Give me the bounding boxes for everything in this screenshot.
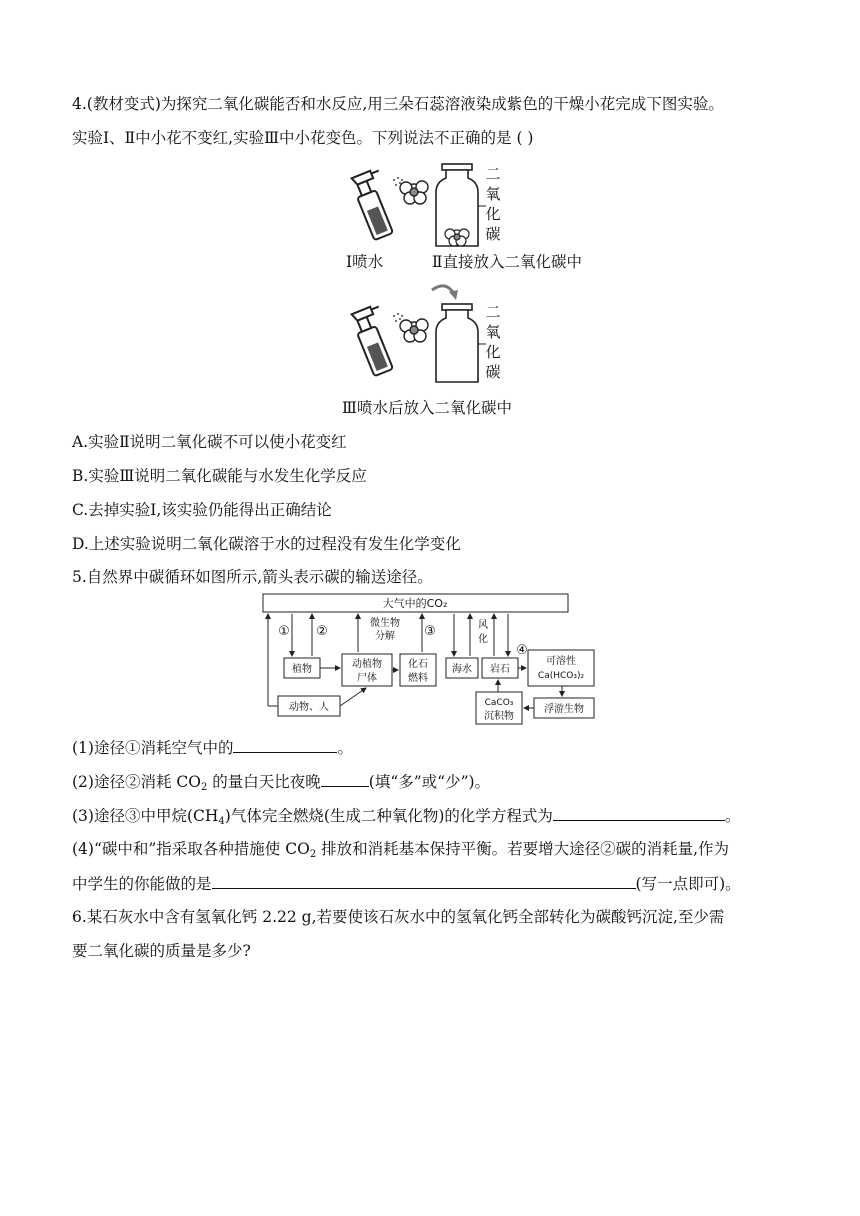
- q5-sub4-text: (4)“碳中和”指采取各种措施使 CO: [72, 840, 310, 858]
- jar-label-char: 二: [485, 165, 501, 183]
- sea-water-label: 海水: [452, 664, 472, 675]
- carbon-cycle-diagram: [258, 590, 598, 728]
- q5-sub1-end: 。: [337, 739, 353, 757]
- q4-stem-line2: 实验Ⅰ、Ⅱ中小花不变红,实验Ⅲ中小花变色。下列说法不正确的是 ( ): [72, 129, 534, 147]
- jar-label-char: 碳: [485, 225, 501, 243]
- gas-jar-icon: [436, 304, 478, 382]
- q5-sub4-mid: 排放和消耗基本保持平衡。若要增大途径②碳的消耗量,作为: [316, 840, 730, 858]
- soluble-label-line1: 可溶性: [546, 656, 576, 667]
- spray-bottle-icon: [350, 304, 402, 376]
- flower-icon: [400, 319, 428, 342]
- jar-label-char: 氧: [485, 323, 501, 341]
- flower-icon: [400, 181, 428, 204]
- q4-option-a: A.实验Ⅱ说明二氧化碳不可以使小花变红: [72, 433, 347, 451]
- q5-sub1: [72, 737, 353, 758]
- subscript: 2: [200, 782, 208, 793]
- fossil-label-line2: 燃料: [408, 673, 428, 684]
- route-3-label: ③: [424, 624, 436, 639]
- sediment-label-line2: 沉积物: [484, 711, 514, 722]
- q5-sub3-text: (3)途径③中甲烷(CH: [72, 807, 219, 825]
- q5-sub3: [72, 805, 740, 826]
- answer-blank-2[interactable]: [321, 771, 369, 787]
- remains-label-line1: 动植物: [352, 659, 382, 670]
- spray-bottle-icon: [350, 168, 402, 240]
- soluble-label-line2: Ca(HCO₃)₂: [537, 671, 585, 681]
- weathering-label-line1: 风: [478, 620, 488, 631]
- route-2-label: ②: [316, 624, 328, 639]
- answer-blank-1[interactable]: [233, 737, 337, 753]
- atmosphere-co2-label: 大气中的CO₂: [382, 597, 448, 610]
- caption-experiment-1: Ⅰ喷水: [346, 253, 384, 271]
- q5-sub4-line1: [72, 839, 729, 859]
- q5-sub2-end: (填“多”或“少”)。: [368, 773, 491, 791]
- fossil-label-line1: 化石: [408, 659, 428, 670]
- microbe-label-line2: 分解: [375, 631, 395, 642]
- subscript: 2: [309, 849, 317, 860]
- q5-sub2-mid: 的量白天比夜晚: [207, 773, 321, 791]
- q5-stem: 5.自然界中碳循环如图所示,箭头表示碳的输送途径。: [72, 568, 433, 586]
- q5-sub3-end: 。: [724, 807, 741, 825]
- route-4-label: ④: [516, 643, 528, 658]
- q5-sub3-mid: )气体完全燃烧(生成二种氧化物)的化学方程式为: [224, 807, 553, 825]
- q6-stem-line2: 要二氧化碳的质量是多少?: [72, 942, 251, 960]
- co2-label-column-2: [480, 302, 510, 382]
- caption-experiment-2: Ⅱ直接放入二氧化碳中: [432, 253, 583, 271]
- co2-label-column-1: [480, 164, 510, 244]
- q5-sub1-text: (1)途径①消耗空气中的: [72, 739, 234, 757]
- jar-label-char: 氧: [485, 185, 501, 203]
- remains-label-line2: 尸体: [357, 673, 377, 684]
- caption-experiment-3: Ⅲ喷水后放入二氧化碳中: [342, 399, 512, 417]
- q6-stem-line1: 6.某石灰水中含有氢氧化钙 2.22 g,若要使该石灰水中的氢氧化钙全部转化为碳酸钙沉淀,至少需: [72, 908, 725, 926]
- q4-stem-line1: 4.(教材变式)为探究二氧化碳能否和水反应,用三朵石蕊溶液染成紫色的干燥小花完成下图实验。: [72, 95, 724, 113]
- q5-sub2: [72, 771, 490, 792]
- jar-label-char: 化: [485, 343, 501, 361]
- plant-label: 植物: [292, 664, 312, 675]
- route-1-label: ①: [278, 624, 290, 639]
- rock-label: 岩石: [490, 664, 510, 675]
- weathering-label-line2: 化: [478, 634, 488, 645]
- q4-option-d: D.上述实验说明二氧化碳溶于水的过程没有发生化学变化: [72, 535, 461, 553]
- plankton-label: 浮游生物: [544, 704, 584, 715]
- microbe-label-line1: 微生物: [370, 618, 400, 629]
- sediment-label-line1: CaCO₃: [484, 698, 514, 708]
- jar-label-char: 碳: [485, 363, 501, 381]
- q5-sub4-line2-end: (写一点即可)。: [635, 875, 741, 893]
- q5-sub2-text: (2)途径②消耗 CO: [72, 773, 201, 791]
- subscript: 4: [218, 816, 225, 827]
- answer-blank-4[interactable]: [212, 873, 636, 889]
- q5-sub4-line2-text: 中学生的你能做的是: [72, 875, 212, 893]
- q5-sub4-line2: [72, 873, 741, 894]
- jar-label-char: 二: [485, 303, 501, 321]
- jar-label-char: 化: [485, 205, 501, 223]
- q4-option-c: C.去掉实验Ⅰ,该实验仍能得出正确结论: [72, 501, 332, 519]
- animals-label: 动物、人: [289, 702, 329, 713]
- q4-option-b: B.实验Ⅲ说明二氧化碳能与水发生化学反应: [72, 467, 367, 485]
- answer-blank-3[interactable]: [553, 805, 725, 821]
